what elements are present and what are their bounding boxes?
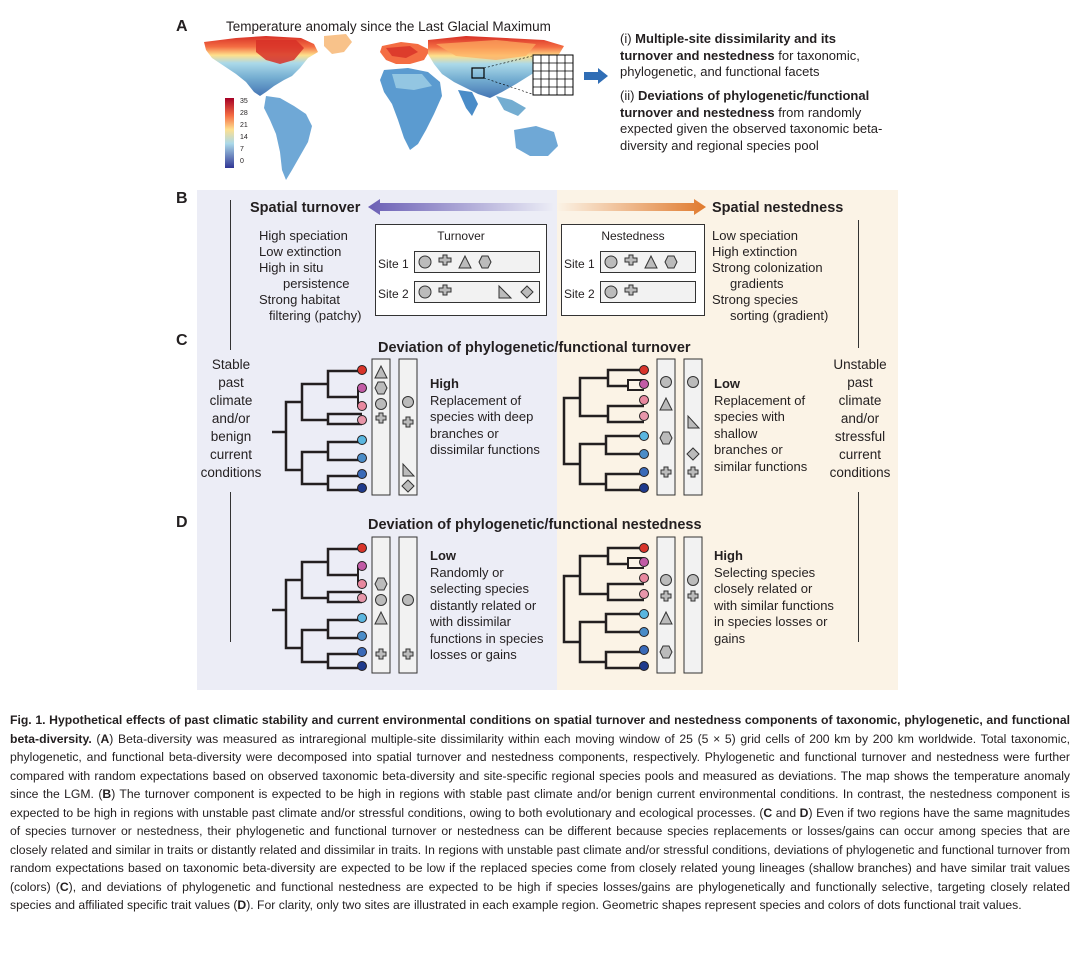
tip-dot bbox=[640, 432, 649, 441]
legend-tick: 7 bbox=[240, 146, 244, 153]
deviation-level-high: High bbox=[714, 548, 743, 563]
species-hexagon bbox=[375, 578, 387, 590]
tip-dot bbox=[640, 646, 649, 655]
description-line: with similar functions bbox=[714, 597, 834, 613]
caption-panel-ref: D bbox=[799, 805, 809, 820]
species-right-triangle bbox=[499, 286, 511, 298]
tip-dot bbox=[358, 544, 367, 553]
tip-dot bbox=[358, 580, 367, 589]
species-hexagon bbox=[660, 646, 672, 658]
driver-item: Strong colonization bbox=[712, 260, 823, 275]
caption-text: . For clarity, only two sites are illustrated in each example region. Geometric shapes represent species and colors of dots functional trait values. bbox=[250, 898, 1022, 912]
species-diamond bbox=[521, 286, 533, 298]
note-i-rest: for taxonomic, phylogenetic, and functional facets bbox=[620, 47, 860, 79]
tip-dot bbox=[358, 648, 367, 657]
site-1-label: Site 1 bbox=[378, 257, 409, 271]
species-circle bbox=[661, 377, 672, 388]
tip-dot bbox=[358, 366, 367, 375]
side-label-line: current bbox=[838, 447, 882, 462]
map-title: Temperature anomaly since the Last Glacial Maximum bbox=[226, 19, 551, 34]
panel-label-d: D bbox=[176, 514, 188, 531]
deviation-level-low: Low bbox=[714, 376, 740, 391]
side-label-line: stressful bbox=[834, 429, 886, 444]
description-line: with dissimilar bbox=[430, 614, 511, 629]
panel-label-b: B bbox=[176, 190, 188, 207]
legend-tick: 28 bbox=[240, 110, 248, 117]
note-i-bold: Multiple-site dissimilarity and its turnover and nestedness bbox=[620, 31, 836, 63]
caption-text: , and deviations of phylogenetic and functional nestedness are expected to be high if species losses/gains are phylogenetically and functionally selective, targeting closely related species and affiliated specific trait values bbox=[10, 879, 1070, 912]
legend-tick: 14 bbox=[240, 134, 248, 141]
species-hexagon bbox=[375, 382, 387, 394]
species-circle bbox=[376, 399, 387, 410]
description-line: species with deep bbox=[430, 409, 534, 424]
driver-item: persistence bbox=[283, 276, 350, 291]
species-hexagon bbox=[479, 256, 491, 268]
note-i-prefix: (i) bbox=[620, 31, 636, 46]
map-legend-bar bbox=[225, 98, 234, 168]
caption-panel-ref: B bbox=[102, 787, 112, 801]
description-line: species with bbox=[714, 409, 785, 424]
deviation-level-low: Low bbox=[430, 548, 456, 563]
figure-caption: Fig. 1. Hypothetical effects of past climatic stability and current environmental conditions on spatial turnover and nestedness components of taxonomic, phylogenetic, and functional beta-diversity. (A) Beta-diversity was measured as intraregional multiple-site dissimilarity within each moving window of 25 (5 × 5) grid cells of 200 km by 200 km worldwide. Total taxonomic, phylogenetic, and functional beta-diversity were decomposed into spatial turnover and nestedness components, respectively. Phylogenetic and functional turnover and nestedness were further compared with random expectations based on observed taxonomic beta-diversity and site-specific regional species pools and measured as deviations. The map shows the temperature anomaly since the LGM. (B) The turnover component is expected to be high in regions with stable past climate and/or benign current environmental conditions. In contrast, the nestedness component is expected to be high in regions with unstable past climate and/or stressful conditions, owing to both evolutionary and ecological processes. (C and D) Even if two regions have the same magnitudes of species turnover or nestedness, their phylogenetic and functional turnover or nestedness can be different because species replacements or losses/gains can occur among species that are closely related and similar in traits or distantly related and dissimilar in traits. In regions with unstable past climate and/or stressful conditions, deviations of phylogenetic and functional turnover from random expectations based on taxonomic beta-diversity are expected to be low if the replaced species come from closely related young lineages (shallow branches) and have similar trait values (colors) (C), and deviations of phylogenetic and functional nestedness are expected to be high if species losses/gains are phylogenetically and functionally selective, targeting closely related species and affiliated specific trait values (D). For clarity, only two sites are illustrated in each example region. Geometric shapes represent species and colors of dots functional trait values. bbox=[10, 713, 1070, 912]
panel-d-left-description bbox=[430, 548, 560, 664]
site-1-species bbox=[415, 252, 539, 272]
side-label-line: Unstable bbox=[833, 357, 887, 372]
panel-a-note-ii bbox=[620, 88, 890, 154]
species-triangle bbox=[459, 256, 471, 268]
species-circle bbox=[403, 397, 414, 408]
legend-tick: 35 bbox=[240, 98, 248, 105]
tip-dot bbox=[640, 412, 649, 421]
side-label-line: current bbox=[209, 447, 253, 462]
description-line: branches or bbox=[430, 425, 499, 441]
description-line: Replacement of bbox=[430, 392, 522, 408]
note-ii-prefix: (ii) bbox=[620, 88, 639, 103]
arrow-right-icon bbox=[584, 68, 610, 84]
caption-panel-ref: C bbox=[763, 805, 773, 820]
tip-dot bbox=[640, 450, 649, 459]
nestedness-drivers-list bbox=[712, 228, 828, 324]
site-2-label: Site 2 bbox=[564, 287, 595, 301]
side-label-line: climate bbox=[209, 393, 253, 408]
panel-label-a: A bbox=[176, 18, 188, 35]
species-hexagon bbox=[660, 432, 672, 444]
driver-item: gradients bbox=[730, 276, 784, 291]
caption-title: Hypothetical effects of past climatic stability and current environmental conditions on spatial turnover and nestedness components of taxonomic, phylogenetic, and functional beta-diversity. bbox=[10, 713, 1070, 746]
side-label-line: climate bbox=[838, 393, 882, 408]
tip-dot bbox=[358, 454, 367, 463]
species-circle bbox=[403, 595, 414, 606]
species-circle bbox=[661, 575, 672, 586]
species-circle bbox=[605, 256, 617, 268]
species-circle bbox=[688, 575, 699, 586]
description-line: shallow bbox=[714, 425, 758, 441]
species-circle bbox=[605, 286, 617, 298]
nestedness-site-2-row bbox=[600, 281, 696, 303]
site-2-species bbox=[415, 282, 539, 302]
description-line: Replacement of bbox=[714, 392, 806, 408]
driver-item: filtering (patchy) bbox=[269, 308, 362, 323]
driver-item: Strong species bbox=[712, 292, 798, 307]
species-cross bbox=[439, 285, 451, 295]
deviation-level-high: High bbox=[430, 376, 459, 391]
side-label-line: conditions bbox=[200, 465, 262, 480]
description-line: Selecting species bbox=[714, 564, 816, 580]
description-line: closely related or bbox=[714, 581, 813, 596]
tip-dot bbox=[640, 610, 649, 619]
tip-dot bbox=[640, 484, 649, 493]
unstable-conditions-label bbox=[823, 356, 897, 482]
panel-a-note-i bbox=[620, 31, 890, 81]
map-south-america bbox=[264, 96, 312, 180]
tip-dot bbox=[640, 396, 649, 405]
species-cross bbox=[625, 255, 637, 265]
left-divider-bottom bbox=[230, 492, 231, 642]
site-2-label: Site 2 bbox=[378, 287, 409, 301]
panel-d-right-site-columns bbox=[656, 536, 708, 676]
tip-dot bbox=[358, 402, 367, 411]
species-cross bbox=[625, 285, 637, 295]
turnover-site-2-row bbox=[414, 281, 540, 303]
tip-dot bbox=[640, 380, 649, 389]
driver-item: Low extinction bbox=[259, 244, 342, 259]
site-1-label: Site 1 bbox=[564, 257, 595, 271]
tip-dot bbox=[640, 662, 649, 671]
tip-dot bbox=[358, 632, 367, 641]
tree-tips bbox=[358, 366, 367, 493]
panel-c-right-description bbox=[714, 376, 824, 475]
map-australia bbox=[514, 126, 558, 156]
legend-tick: 21 bbox=[240, 122, 248, 129]
legend-tick: 0 bbox=[240, 158, 244, 165]
tip-dot bbox=[358, 484, 367, 493]
nestedness-site-1-row bbox=[600, 251, 696, 273]
description-line: gains bbox=[714, 630, 746, 646]
tip-dot bbox=[640, 574, 649, 583]
tip-dot bbox=[358, 614, 367, 623]
description-line: selecting species bbox=[430, 581, 529, 596]
description-line: branches or bbox=[714, 442, 783, 457]
driver-item: Strong habitat bbox=[259, 292, 340, 307]
grid-window-icon bbox=[532, 54, 576, 98]
species-triangle bbox=[645, 256, 657, 268]
tip-dot bbox=[358, 662, 367, 671]
side-label-line: benign bbox=[210, 429, 252, 444]
caption-fig-label: Fig. 1. bbox=[10, 713, 50, 727]
description-line: losses or gains bbox=[430, 647, 517, 662]
driver-item: High in situ bbox=[259, 260, 324, 275]
right-divider-bottom bbox=[858, 492, 859, 642]
note-ii-bold: Deviations of phylogenetic/functional turnover and nestedness bbox=[620, 88, 870, 120]
species-circle bbox=[419, 256, 431, 268]
panel-c-left-site-columns bbox=[371, 358, 423, 498]
tip-dot bbox=[640, 468, 649, 477]
panel-d-heading: Deviation of phylogenetic/functional nestedness bbox=[368, 517, 702, 533]
species-circle bbox=[688, 377, 699, 388]
description-line: Randomly or bbox=[430, 564, 504, 580]
species-circle bbox=[376, 595, 387, 606]
turnover-box-title: Turnover bbox=[437, 229, 485, 243]
driver-item: sorting (gradient) bbox=[730, 308, 829, 323]
description-line: distantly related or bbox=[430, 597, 537, 613]
arrow-left-purple-icon bbox=[368, 199, 554, 215]
nestedness-box-title: Nestedness bbox=[601, 229, 665, 243]
tip-dot bbox=[640, 366, 649, 375]
tip-dot bbox=[358, 562, 367, 571]
arrow-right-orange-icon bbox=[557, 199, 706, 215]
side-label-line: and/or bbox=[211, 411, 251, 426]
side-label-line: and/or bbox=[840, 411, 880, 426]
species-hexagon bbox=[665, 256, 677, 268]
tip-dot bbox=[640, 628, 649, 637]
panel-c-left-description bbox=[430, 376, 555, 459]
description-line: functions in species bbox=[430, 630, 544, 646]
map-legend-ticks bbox=[240, 96, 248, 168]
tip-dot bbox=[640, 544, 649, 553]
map-greenland bbox=[324, 34, 352, 54]
species-cross bbox=[439, 255, 451, 265]
side-label-line: Stable bbox=[211, 357, 251, 372]
caption-text: and bbox=[772, 805, 800, 820]
stable-conditions-label bbox=[196, 356, 266, 482]
tip-dot bbox=[358, 384, 367, 393]
side-label-line: past bbox=[218, 375, 244, 390]
caption-panel-ref: A bbox=[100, 731, 110, 746]
driver-item: High speciation bbox=[259, 228, 348, 243]
species-circle bbox=[419, 286, 431, 298]
temperature-anomaly-map bbox=[196, 34, 568, 182]
panel-c-right-site-columns bbox=[656, 358, 708, 498]
caption-text: Beta-diversity was measured as intraregional multiple-site dissimilarity within each moving window of 25 (5 × 5) grid cells of 200 km by 200 km worldwide. Total taxonomic, phylogenetic, and functional beta-diversity were decomposed into spatial turnover and nestedness components, respectively. Phylogenetic and functional turnover and nestedness were further compared with random expectations based on observed taxonomic beta-diversity and site-specific regional species pools and measured as deviations. The map shows the temperature anomaly since the LGM. bbox=[10, 731, 1070, 801]
side-label-line: conditions bbox=[829, 465, 891, 480]
panel-d-left-site-columns bbox=[371, 536, 423, 676]
caption-panel-ref: C bbox=[59, 879, 69, 894]
driver-item: Low speciation bbox=[712, 228, 798, 243]
description-line: dissimilar functions bbox=[430, 442, 540, 457]
spatial-nestedness-heading: Spatial nestedness bbox=[712, 200, 844, 216]
panel-label-c: C bbox=[176, 332, 188, 349]
caption-text: Even if two regions have the same magnitudes of species turnover or nestedness, their phylogenetic and functional turnover or nestedness can be different because species replacements or losses/gains can occur among species that are closely related and similar in traits or distantly related and dissimilar in traits. In regions with unstable past climate and/or stressful conditions, deviations of phylogenetic and functional turnover from random expectations based on taxonomic beta-diversity are expected to be low if the replaced species come from closely related young lineages (shallow branches) and have similar trait values (colors) bbox=[10, 805, 1070, 894]
tip-dot bbox=[640, 590, 649, 599]
turnover-drivers-list bbox=[259, 228, 361, 324]
panel-d-right-description bbox=[714, 548, 854, 647]
nestedness-example-box bbox=[561, 224, 705, 316]
caption-panel-ref: D bbox=[237, 898, 247, 912]
description-line: similar functions bbox=[714, 458, 808, 474]
caption-text: The turnover component is expected to be high in regions with stable past climate and/or benign current environmental conditions. In contrast, the nestedness component is expected to be high in regions with unstable past climate and/or stressful conditions, owing to both evolutionary and ecological processes. bbox=[10, 787, 1070, 820]
left-divider-top bbox=[230, 200, 231, 350]
side-label-line: past bbox=[847, 375, 873, 390]
site-2-species bbox=[601, 282, 695, 302]
spatial-turnover-heading: Spatial turnover bbox=[250, 200, 361, 216]
tip-dot bbox=[358, 470, 367, 479]
tip-dot bbox=[640, 558, 649, 567]
tip-dot bbox=[358, 416, 367, 425]
site-1-species bbox=[601, 252, 695, 272]
note-ii-rest: from randomly expected given the observed taxonomic beta-diversity and regional species pool bbox=[620, 104, 883, 153]
turnover-site-1-row bbox=[414, 251, 540, 273]
panel-c-heading: Deviation of phylogenetic/functional turnover bbox=[378, 340, 691, 356]
tip-dot bbox=[358, 594, 367, 603]
driver-item: High extinction bbox=[712, 244, 798, 259]
tip-dot bbox=[358, 436, 367, 445]
right-divider-top bbox=[858, 220, 859, 348]
turnover-example-box bbox=[375, 224, 547, 316]
gradient-arrows bbox=[368, 198, 708, 216]
description-line: in species losses or bbox=[714, 614, 828, 629]
